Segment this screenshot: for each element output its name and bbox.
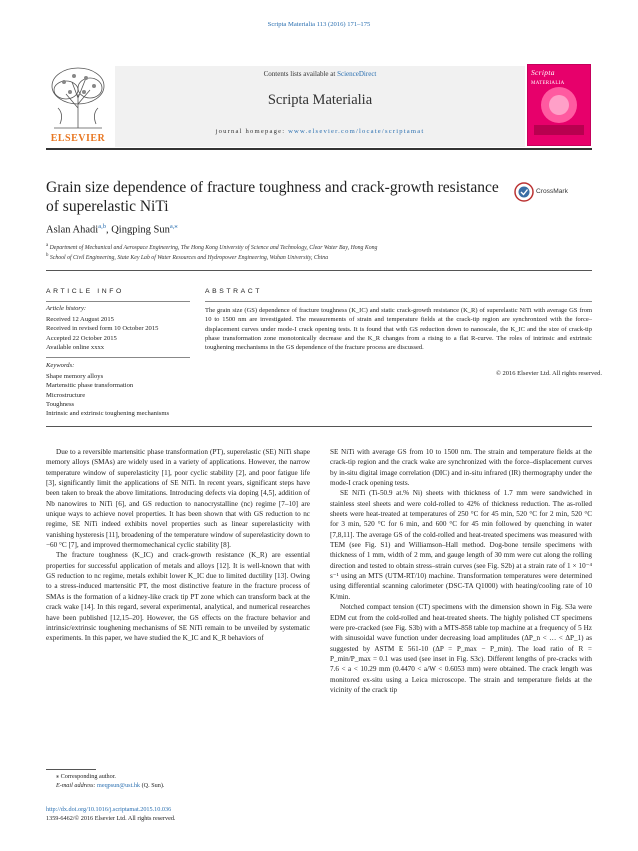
crossmark-icon — [514, 182, 534, 202]
article-title — [46, 178, 516, 216]
body-paragraph: The fracture toughness (K_IC) and crack-growth resistance (K_R) are essential properties for successful application of metals and alloys [12]. It is well-known that with GS reduction to nc regime, metals exhibit lower K_IC due to limited ductility [13]. Owing to a stress-induced martensitic PT, the most distinctive feature in the fracture process of SMAs is the formation of a kidney-like crack tip PT zone which can transform back at the crack wake [14]. In this regard, several experimental, analytical, and numerical researches have been published [12,15–20]. However, the GS effects on the fracture behavior and intrinsic/extrinsic toughening mechanisms of SE NiTi remain to be unveiled by systematic experiments. In this paper, we have studied the K_IC and K_R behaviors of — [46, 551, 310, 643]
email-link[interactable]: meqpsun@ust.hk — [97, 782, 141, 789]
keyword-item[interactable]: Martensitic phase transformation — [46, 382, 134, 390]
footnote-rule — [46, 769, 96, 770]
history-item: Accepted 22 October 2015 — [46, 334, 117, 342]
body-column-right — [330, 447, 592, 695]
author-affil-mark[interactable]: a,⁎ — [169, 223, 178, 230]
crossmark-label: CrossMark — [536, 188, 568, 195]
cover-graphic-icon — [532, 81, 586, 137]
abstract-rule — [205, 301, 592, 302]
tree-icon — [44, 64, 112, 130]
header-separator — [46, 148, 592, 150]
abstract-copyright: © 2016 Elsevier Ltd. All rights reserved. — [495, 370, 602, 377]
affiliation-a — [46, 243, 377, 251]
info-rule — [46, 357, 190, 358]
affiliation-b — [46, 253, 328, 261]
title-line-1: Grain size dependence of fracture toughness and crack-growth resistance — [46, 179, 499, 196]
author-list — [46, 222, 178, 236]
doi-link[interactable]: http://dx.doi.org/10.1016/j.scriptamat.2015.10.036 — [46, 806, 172, 813]
article-info-heading: ARTICLE INFO — [46, 288, 124, 295]
affiliation-text: School of Civil Engineering, State Key Lab of Water Resources and Hydropower Engineering, Wuhan University, China — [49, 254, 329, 261]
section-rule — [46, 426, 592, 427]
publisher-logo-text: ELSEVIER — [50, 133, 106, 144]
email-note — [56, 782, 164, 789]
sciencedirect-link[interactable]: ScienceDirect — [337, 70, 377, 78]
keyword-item[interactable]: Toughness — [46, 400, 75, 408]
body-paragraph: SE NiTi (Ti-50.9 at.% Ni) sheets with thickness of 1.7 mm were sandwiched in stainless steel sheets and were cold-rolled to 42% of thickness reduction. The as-rolled sheets were heat-treated at temperatures of 250 °C for 45 min, 520 °C for 2 min, 520 °C for 3 min, 520 °C for 6 min, and 600 °C for 45 min followed by quenching in water [7,8,11]. The average GS of the cold-rolled and heat-treated specimens was measured with TEM (see Fig. S1) and Williamson–Hall method. Dog-bone tensile specimens with thickness of 1 mm, width of 2 mm, and gauge length of 30 mm were cut along the rolling direction and tested to obtain stress–strain curves (see Fig. S2b) at a strain rate of 1 × 10⁻⁴ s⁻¹ using an MTS (UTM-RT/10) machine. Transformation temperatures were determined using differential scanning calorimeter (DSC-TA Q1000) with heating/cooling rate of 10 K/min. — [330, 489, 592, 601]
title-line-2: of superelastic NiTi — [46, 198, 169, 215]
issn-line: 1359-6462/© 2016 Elsevier Ltd. All rights reserved. — [46, 815, 176, 822]
author-separator: , — [105, 224, 112, 236]
crossmark-badge[interactable] — [514, 182, 594, 202]
info-rule — [46, 301, 190, 302]
footnote-mark: ⁎ — [56, 773, 60, 780]
abstract-text: The grain size (GS) dependence of fracture toughness (K_IC) and static crack-growth resistance (K_R) of superelastic NiTi with average GS from 10 to 1500 nm are investigated. The measurements of strain and temperature fields at the crack-tip region are synchronized with the force–displacement curves under mode-I crack opening tests. It is found that with GS reduction down to nanoscale, the K_IC and the size of crack-tip phase transformation zone monotonically decrease and the K_R changes from a rising to a flat R-curve. The roles of intrinsic and extrinsic toughening mechanisms in the GS dependence of the fracture process are discussed. — [205, 307, 592, 352]
author-name[interactable]: Aslan Ahadi — [46, 224, 99, 236]
citation-link[interactable]: Scripta Materialia 113 (2016) 171–175 — [267, 21, 371, 28]
homepage-prefix: journal homepage: — [215, 128, 289, 135]
history-item: Received 12 August 2015 — [46, 316, 114, 323]
journal-cover-image — [527, 64, 591, 146]
homepage-link[interactable]: www.elsevier.com/locate/scriptamat — [288, 128, 425, 135]
journal-name: Scripta Materialia — [267, 92, 373, 108]
contents-line — [115, 70, 525, 78]
author-affil-mark[interactable]: a,b — [98, 223, 106, 230]
journal-citation[interactable] — [0, 21, 638, 28]
keyword-item[interactable]: Intrinsic and extrinsic toughening mechanisms — [46, 410, 170, 418]
keywords-label: Keywords: — [46, 362, 75, 369]
keyword-item[interactable]: Microstructure — [46, 391, 86, 399]
body-column-left — [46, 447, 310, 644]
author-name[interactable]: Qingping Sun — [111, 224, 170, 236]
body-paragraph: Due to a reversible martensitic phase transformation (PT), superelastic (SE) NiTi shape memory alloys (SMAs) are widely used in a variety of applications. However, the narrow temperature window of superelasticity [1], poor cyclic stability [2], and poor fatigue life [3], significantly limit the applications of SE NiTi. In recent years, significant steps have been taken to break the above limitations. Introducing defects via doping [4,5], addition of Nb nanowires to NiTi [6], and GS reduction to nanocrystalline (nc) regime [7–10] are unique ways to achieve novel properties. It has been shown that with GS reduction to nc regime, SE NiTi indeed exhibits novel properties such as linear superelasticity with vanishing hysteresis [11], broadening of the temperature window of superelasticity down to −60 °C [7], and improved thermomechanical cyclic stability [8]. — [46, 448, 310, 550]
footnote-label: Corresponding author. — [60, 773, 116, 780]
affiliation-mark: a — [46, 243, 49, 248]
cover-subtitle: MATERIALIA — [531, 81, 565, 86]
body-paragraph: Notched compact tension (CT) specimens with the dimension shown in Fig. S3a were EDM cut from the cold-rolled and heat-treated sheets. The highly polished CT specimens were pre-cracked (see Fig. S3b) with a MTS-858 table top machine at a frequency of 5 Hz with sinusoidal wave function under decreasing load amplitudes (ΔP_n < … < ΔP_1) as suggested by ASTM E 561-10 (ΔP = P_max − P_min). The load ratio of R = P_min/P_max = 0.1 was used (see inset in Fig. S3c). Different lengths of pre-cracks with 7.6 < a < 10.29 mm (0.4470 < a/W < 0.6053 mm) were obtained. The crack length was monitored ex-situ using a Leica microscope. The strain and temperature fields at the vicinity of the crack tip — [330, 603, 592, 694]
body-paragraph: SE NiTi with average GS from 10 to 1500 nm. The strain and temperature fields at the crack-tip region and the crack wake are synchronized with the force–displacement curves by in-situ digital image correlation (DIC) and in-situ infrared (IR) thermography under the mode-I crack opening tests. — [330, 448, 592, 488]
email-label: E-mail address: — [56, 782, 98, 789]
contents-prefix: Contents lists available at — [263, 70, 338, 78]
history-item: Available online xxxx — [46, 343, 105, 351]
homepage-line — [115, 128, 525, 135]
cover-title-main: Scripta — [531, 68, 555, 77]
section-rule — [46, 270, 592, 271]
affiliation-text: Department of Mechanical and Aerospace Engineering, The Hong Kong University of Science and Technology, Clear Water Bay, Hong Kong — [49, 244, 378, 251]
affiliation-mark: b — [46, 253, 49, 258]
history-label: Article history: — [46, 305, 87, 312]
email-suffix: (Q. Sun). — [140, 782, 165, 789]
history-item: Received in revised form 10 October 2015 — [46, 325, 159, 333]
keyword-item[interactable]: Shape memory alloys — [46, 373, 104, 380]
abstract-heading: ABSTRACT — [205, 288, 263, 295]
corresponding-author-note — [56, 773, 116, 780]
